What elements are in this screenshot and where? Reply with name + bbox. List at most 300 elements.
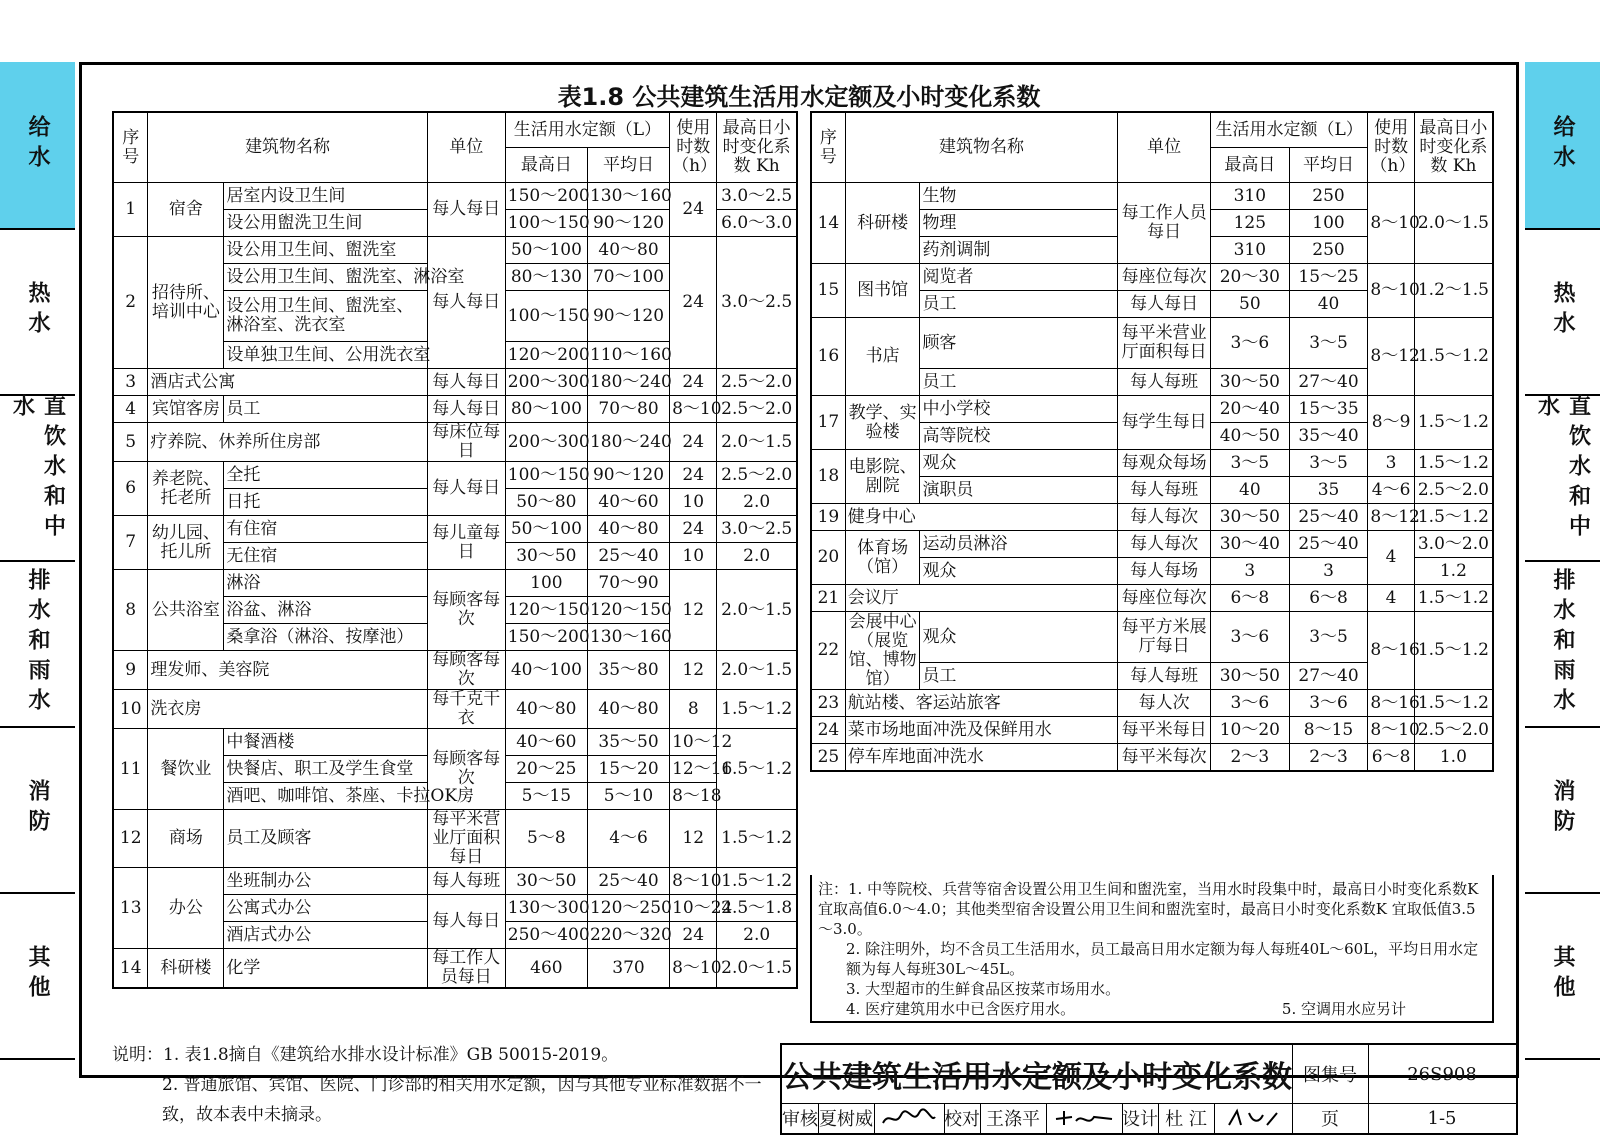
max-day-quota: 80～100	[505, 396, 587, 423]
reviewer-signature	[874, 1103, 945, 1134]
table-row	[811, 612, 1493, 663]
side-tab-label: 排水和雨水	[25, 568, 50, 718]
hours: 8～12	[1368, 318, 1414, 396]
row-number: 12	[113, 810, 148, 868]
max-day-quota: 310	[1210, 237, 1289, 264]
hours: 12	[670, 810, 717, 868]
building-subtype: 浴盆、淋浴	[224, 597, 427, 624]
unit: 每观众每场	[1118, 450, 1211, 477]
table-row	[113, 423, 797, 462]
col-header-avg: 平均日	[587, 148, 669, 183]
row-number: 11	[113, 729, 148, 810]
avg-day-quota: 2～3	[1289, 744, 1368, 772]
unit: 每人每日	[1118, 291, 1211, 318]
avg-day-quota: 100	[1289, 210, 1368, 237]
note-1: 注：1. 中等院校、兵营等宿舍设置公用卫生间和盥洗室，当用水时段集中时，最高日小时变化系数K宜取高值6.0～4.0；其他类型宿舍设置公用卫生间和盥洗室时，最高日小时变化系数K 宜取低值3.5～3.0。	[818, 880, 1479, 938]
unit: 每平米每次	[1118, 744, 1211, 772]
col-header-kh: 最高日小时变化系数 Kh	[1414, 112, 1493, 183]
side-tab-label: 热水	[25, 281, 50, 341]
table-row	[113, 369, 797, 396]
unit: 每顾客每次	[427, 651, 505, 690]
avg-day-quota: 25～40	[1289, 504, 1368, 531]
unit: 每人每班	[1118, 369, 1211, 396]
col-header-max: 最高日	[505, 148, 587, 183]
max-day-quota: 30～50	[1210, 663, 1289, 690]
kh-coefficient: 3.0～2.5	[717, 183, 797, 210]
avg-day-quota: 130～160	[587, 624, 669, 651]
avg-day-quota: 35～40	[1289, 423, 1368, 450]
building-category: 宾馆客房	[148, 396, 224, 423]
unit: 每人每场	[1118, 558, 1211, 585]
hours: 4	[1368, 585, 1414, 612]
unit: 每座位每次	[1118, 585, 1211, 612]
check-label: 校对	[944, 1103, 981, 1134]
kh-coefficient: 6.0～3.0	[717, 210, 797, 237]
max-day-quota: 150～200	[505, 624, 587, 651]
side-tab-r-4[interactable]	[1525, 726, 1600, 894]
avg-day-quota: 3～6	[1289, 690, 1368, 717]
col-header-quota: 生活用水定额（L）	[1210, 112, 1367, 148]
avg-day-quota: 120～150	[587, 597, 669, 624]
table-row	[113, 396, 797, 423]
row-number: 17	[811, 396, 845, 450]
avg-day-quota: 70～90	[587, 570, 669, 597]
side-tab-l-4[interactable]	[0, 726, 75, 894]
avg-day-quota: 40～80	[587, 516, 669, 543]
col-header-name: 建筑物名称	[148, 112, 427, 183]
building-name: 洗衣房	[148, 690, 427, 729]
building-subtype: 顾客	[920, 318, 1118, 369]
max-day-quota: 200～300	[505, 423, 587, 462]
table-row	[811, 450, 1493, 477]
unit: 每床位每日	[427, 423, 505, 462]
building-subtype: 阅览者	[920, 264, 1118, 291]
max-day-quota: 40～100	[505, 651, 587, 690]
building-name: 菜市场地面冲洗及保鲜用水	[845, 717, 1117, 744]
hours: 10～12	[670, 729, 717, 756]
max-day-quota: 30～50	[505, 868, 587, 895]
building-name: 健身中心	[845, 504, 1117, 531]
building-subtype: 居室内设卫生间	[224, 183, 427, 210]
row-number: 21	[811, 585, 845, 612]
building-subtype: 演职员	[920, 477, 1118, 504]
building-name: 酒店式公寓	[148, 369, 427, 396]
hours: 8～18	[670, 783, 717, 810]
building-name: 停车库地面冲洗水	[845, 744, 1117, 772]
note-4: 4. 医疗建筑用水中已含医疗用水。	[846, 1000, 1076, 1018]
unit: 每人每日	[427, 895, 505, 949]
table-row	[113, 516, 797, 543]
hours: 10	[670, 489, 717, 516]
building-subtype: 化学	[224, 949, 427, 989]
avg-day-quota: 110～160	[587, 342, 669, 369]
max-day-quota: 3～6	[1210, 690, 1289, 717]
building-subtype: 观众	[920, 558, 1118, 585]
avg-day-quota: 40～60	[587, 489, 669, 516]
building-subtype: 酒吧、咖啡馆、茶座、卡拉OK房	[224, 783, 427, 810]
building-category: 会展中心（展览馆、博物馆）	[845, 612, 920, 690]
building-category: 科研楼	[148, 949, 224, 989]
note-2: 2. 除注明外，均不含员工生活用水，员工最高日用水定额为每人每班40L～60L，平均日用水定额为每人每班30L～45L。	[846, 940, 1479, 978]
building-subtype: 坐班制办公	[224, 868, 427, 895]
avg-day-quota: 3～5	[1289, 450, 1368, 477]
avg-day-quota: 70～80	[587, 396, 669, 423]
row-number: 4	[113, 396, 148, 423]
table-row	[811, 264, 1493, 291]
row-number: 19	[811, 504, 845, 531]
row-number: 20	[811, 531, 845, 585]
max-day-quota: 50～100	[505, 516, 587, 543]
building-subtype: 设公用卫生间、盥洗室、淋浴室、洗衣室	[224, 291, 427, 342]
unit: 每顾客每次	[427, 729, 505, 810]
building-subtype: 员工	[224, 396, 427, 423]
building-subtype: 物理	[920, 210, 1118, 237]
building-subtype: 运动员淋浴	[920, 531, 1118, 558]
checker-name: 王涤平	[980, 1103, 1047, 1134]
col-header-hours: 使用时数（h）	[1368, 112, 1414, 183]
unit: 每人每班	[1118, 477, 1211, 504]
max-day-quota: 120～150	[505, 597, 587, 624]
explanation	[112, 1040, 782, 1130]
table-row	[113, 237, 797, 264]
kh-coefficient: 3.0～2.5	[717, 237, 797, 369]
unit: 每工作人员每日	[427, 949, 505, 989]
max-day-quota: 40～60	[505, 729, 587, 756]
max-day-quota: 3～6	[1210, 318, 1289, 369]
table-notes	[810, 875, 1494, 1023]
col-header-kh: 最高日小时变化系数 Kh	[717, 112, 797, 183]
building-name: 会议厅	[845, 585, 1117, 612]
table-row	[113, 570, 797, 597]
avg-day-quota: 25～40	[587, 868, 669, 895]
title-block-title: 公共建筑生活用水定额及小时变化系数	[782, 1045, 1293, 1104]
side-tab-r-1[interactable]	[1525, 228, 1600, 396]
kh-coefficient: 3.0～2.5	[717, 516, 797, 543]
hours: 8～10	[670, 868, 717, 895]
building-category: 书店	[845, 318, 920, 396]
kh-coefficient: 2.0～1.5	[717, 570, 797, 651]
max-day-quota: 310	[1210, 183, 1289, 210]
kh-coefficient: 1.2	[1414, 558, 1493, 585]
avg-day-quota: 15～35	[1289, 396, 1368, 423]
unit: 每人每日	[427, 396, 505, 423]
avg-day-quota: 25～40	[587, 543, 669, 570]
avg-day-quota: 35～80	[587, 651, 669, 690]
hours: 8～10	[670, 949, 717, 989]
table-row	[811, 318, 1493, 369]
page-label: 页	[1292, 1103, 1369, 1134]
row-number: 3	[113, 369, 148, 396]
avg-day-quota: 25～40	[1289, 531, 1368, 558]
building-subtype: 设公用卫生间、盥洗室	[224, 237, 427, 264]
avg-day-quota: 8～15	[1289, 717, 1368, 744]
max-day-quota: 6～8	[1210, 585, 1289, 612]
kh-coefficient: 1.5～1.2	[1414, 318, 1493, 396]
avg-day-quota: 130～160	[587, 183, 669, 210]
kh-coefficient: 1.5～1.2	[1414, 612, 1493, 690]
hours: 8～12	[1368, 504, 1414, 531]
building-subtype: 生物	[920, 183, 1118, 210]
max-day-quota: 40～80	[505, 690, 587, 729]
building-category: 教学、实验楼	[845, 396, 920, 450]
hours: 6～8	[1368, 744, 1414, 772]
kh-coefficient: 2.5～2.0	[1414, 477, 1493, 504]
avg-day-quota: 90～120	[587, 210, 669, 237]
explain-1: 说明：1. 表1.8摘自《建筑给水排水设计标准》GB 50015-2019。	[112, 1045, 619, 1065]
unit: 每座位每次	[1118, 264, 1211, 291]
design-label: 设计	[1122, 1103, 1159, 1134]
unit: 每人每日	[427, 369, 505, 396]
max-day-quota: 50	[1210, 291, 1289, 318]
table-row	[811, 585, 1493, 612]
row-number: 6	[113, 462, 148, 516]
building-name: 航站楼、客运站旅客	[845, 690, 1117, 717]
designer-signature	[1214, 1103, 1293, 1134]
checker-signature	[1046, 1103, 1123, 1134]
col-header-no: 序号	[811, 112, 845, 183]
building-category: 幼儿园、托儿所	[148, 516, 224, 570]
max-day-quota: 125	[1210, 210, 1289, 237]
avg-day-quota: 120～250	[587, 895, 669, 922]
avg-day-quota: 250	[1289, 183, 1368, 210]
side-tab-l-1[interactable]	[0, 228, 75, 396]
avg-day-quota: 70～100	[587, 264, 669, 291]
table-row	[113, 690, 797, 729]
hours: 12	[670, 651, 717, 690]
kh-coefficient: 1.5～1.2	[717, 729, 797, 810]
building-subtype: 设公用卫生间、盥洗室、淋浴室	[224, 264, 427, 291]
building-subtype: 员工	[920, 663, 1118, 690]
hours: 8～10	[1368, 717, 1414, 744]
kh-coefficient: 2.5～2.0	[717, 369, 797, 396]
row-number: 2	[113, 237, 148, 369]
building-name: 疗养院、休养所住房部	[148, 423, 427, 462]
table-row	[811, 744, 1493, 772]
building-subtype: 快餐店、职工及学生食堂	[224, 756, 427, 783]
row-number: 13	[113, 868, 148, 949]
col-header-no: 序号	[113, 112, 148, 183]
table-row	[113, 810, 797, 868]
kh-coefficient: 1.2～1.5	[1414, 264, 1493, 318]
row-number: 14	[811, 183, 845, 264]
unit: 每顾客每次	[427, 570, 505, 651]
hours: 8～10	[1368, 264, 1414, 318]
side-tab-l-2[interactable]	[0, 394, 75, 562]
building-category: 体育场（馆）	[845, 531, 920, 585]
hours: 8～10	[670, 396, 717, 423]
building-category: 办公	[148, 868, 224, 949]
building-category: 电影院、剧院	[845, 450, 920, 504]
side-tab-label: 直饮水和中水	[1534, 394, 1591, 544]
hours: 24	[670, 183, 717, 237]
table-row	[113, 183, 797, 210]
max-day-quota: 3～6	[1210, 612, 1289, 663]
max-day-quota: 130～300	[505, 895, 587, 922]
kh-coefficient: 2.5～1.8	[717, 895, 797, 922]
building-name: 理发师、美容院	[148, 651, 427, 690]
max-day-quota: 120～200	[505, 342, 587, 369]
max-day-quota: 100	[505, 570, 587, 597]
side-tab-label: 给水	[1550, 115, 1575, 175]
side-tab-label: 其他	[1550, 945, 1575, 1005]
kh-coefficient: 3.0～2.0	[1414, 531, 1493, 558]
table-row	[113, 949, 797, 989]
kh-coefficient: 1.5～1.2	[1414, 450, 1493, 477]
avg-day-quota: 40	[1289, 291, 1368, 318]
building-subtype: 观众	[920, 612, 1118, 663]
side-tab-l-0[interactable]	[0, 62, 75, 230]
avg-day-quota: 5～10	[587, 783, 669, 810]
building-category: 餐饮业	[148, 729, 224, 810]
table-row	[113, 651, 797, 690]
building-category: 科研楼	[845, 183, 920, 264]
hours: 24	[670, 516, 717, 543]
unit: 每人每班	[427, 868, 505, 895]
unit: 每人每次	[1118, 504, 1211, 531]
max-day-quota: 30～50	[1210, 369, 1289, 396]
hours: 10～24	[670, 895, 717, 922]
avg-day-quota: 180～240	[587, 423, 669, 462]
table-row	[811, 717, 1493, 744]
table-row	[811, 183, 1493, 210]
row-number: 15	[811, 264, 845, 318]
side-tab-label: 给水	[25, 115, 50, 175]
building-subtype: 公寓式办公	[224, 895, 427, 922]
side-tab-r-2[interactable]	[1525, 394, 1600, 562]
kh-coefficient: 1.5～1.2	[1414, 396, 1493, 450]
hours: 8～9	[1368, 396, 1414, 450]
side-tab-r-3[interactable]	[1525, 560, 1600, 728]
kh-coefficient: 1.5～1.2	[1414, 504, 1493, 531]
col-header-avg: 平均日	[1289, 148, 1368, 183]
unit: 每平米每日	[1118, 717, 1211, 744]
unit: 每儿童每日	[427, 516, 505, 570]
table-row	[113, 462, 797, 489]
avg-day-quota: 15～25	[1289, 264, 1368, 291]
unit: 每平方米展厅每日	[1118, 612, 1211, 663]
max-day-quota: 250～400	[505, 922, 587, 949]
quota-table-left	[112, 111, 798, 989]
building-category: 公共浴室	[148, 570, 224, 651]
hours: 8～16	[1368, 612, 1414, 690]
avg-day-quota: 3～5	[1289, 612, 1368, 663]
hours: 8～10	[1368, 183, 1414, 264]
atlas-label: 图集号	[1292, 1045, 1369, 1104]
reviewer-name: 夏树威	[818, 1103, 875, 1134]
avg-day-quota: 27～40	[1289, 663, 1368, 690]
col-header-quota: 生活用水定额（L）	[505, 112, 669, 148]
avg-day-quota: 3	[1289, 558, 1368, 585]
building-category: 图书馆	[845, 264, 920, 318]
table-row	[811, 531, 1493, 558]
hours: 12	[670, 570, 717, 651]
max-day-quota: 80～130	[505, 264, 587, 291]
side-tab-l-3[interactable]	[0, 560, 75, 728]
hours: 24	[670, 423, 717, 462]
avg-day-quota: 40～80	[587, 237, 669, 264]
unit: 每千克干衣	[427, 690, 505, 729]
max-day-quota: 5～15	[505, 783, 587, 810]
building-subtype: 员工	[920, 369, 1118, 396]
kh-coefficient: 2.5～2.0	[717, 462, 797, 489]
hours: 4～6	[1368, 477, 1414, 504]
building-category: 商场	[148, 810, 224, 868]
explain-2: 2. 普通旅馆、宾馆、医院、门诊部的相关用水定额，因与其他专业标准数据不一致，故本表中未摘录。	[162, 1075, 762, 1125]
side-tab-label: 排水和雨水	[1550, 568, 1575, 718]
max-day-quota: 10～20	[1210, 717, 1289, 744]
hours: 8～16	[1368, 690, 1414, 717]
row-number: 18	[811, 450, 845, 504]
kh-coefficient: 2.0～1.5	[717, 949, 797, 989]
side-tab-label: 消防	[25, 779, 50, 839]
unit: 每平米营业厅面积每日	[427, 810, 505, 868]
table-row	[811, 396, 1493, 423]
max-day-quota: 200～300	[505, 369, 587, 396]
unit: 每人每班	[1118, 663, 1211, 690]
row-number: 7	[113, 516, 148, 570]
building-subtype: 观众	[920, 450, 1118, 477]
kh-coefficient: 2.0	[717, 489, 797, 516]
avg-day-quota: 220～320	[587, 922, 669, 949]
row-number: 1	[113, 183, 148, 237]
side-tab-r-5[interactable]	[1525, 892, 1600, 1060]
building-subtype: 设单独卫生间、公用洗衣室	[224, 342, 427, 369]
avg-day-quota: 3～5	[1289, 318, 1368, 369]
max-day-quota: 100～150	[505, 291, 587, 342]
side-tab-l-5[interactable]	[0, 892, 75, 1060]
hours: 24	[670, 462, 717, 489]
row-number: 16	[811, 318, 845, 396]
building-subtype: 药剂调制	[920, 237, 1118, 264]
kh-coefficient: 1.5～1.2	[1414, 585, 1493, 612]
avg-day-quota: 4～6	[587, 810, 669, 868]
avg-day-quota: 180～240	[587, 369, 669, 396]
building-subtype: 全托	[224, 462, 427, 489]
max-day-quota: 30～40	[1210, 531, 1289, 558]
max-day-quota: 30～50	[1210, 504, 1289, 531]
drawing-frame	[79, 62, 1519, 1130]
review-label: 审核	[782, 1103, 819, 1134]
building-subtype: 酒店式办公	[224, 922, 427, 949]
hours: 10	[670, 543, 717, 570]
unit: 每人每日	[427, 183, 505, 237]
avg-day-quota: 35～50	[587, 729, 669, 756]
kh-coefficient: 1.5～1.2	[717, 810, 797, 868]
kh-coefficient: 2.5～2.0	[1414, 717, 1493, 744]
max-day-quota: 150～200	[505, 183, 587, 210]
hours: 24	[670, 237, 717, 369]
row-number: 8	[113, 570, 148, 651]
max-day-quota: 50～100	[505, 237, 587, 264]
building-subtype: 高等院校	[920, 423, 1118, 450]
avg-day-quota: 250	[1289, 237, 1368, 264]
max-day-quota: 100～150	[505, 462, 587, 489]
avg-day-quota: 6～8	[1289, 585, 1368, 612]
page-number: 1-5	[1368, 1103, 1516, 1134]
avg-day-quota: 27～40	[1289, 369, 1368, 396]
building-subtype: 员工	[920, 291, 1118, 318]
kh-coefficient: 2.5～2.0	[717, 396, 797, 423]
unit: 每工作人员每日	[1118, 183, 1211, 264]
max-day-quota: 20～40	[1210, 396, 1289, 423]
kh-coefficient: 2.0～1.5	[717, 423, 797, 462]
building-subtype: 桑拿浴（淋浴、按摩池）	[224, 624, 427, 651]
kh-coefficient: 2.0	[717, 543, 797, 570]
building-subtype: 淋浴	[224, 570, 427, 597]
building-subtype: 有住宿	[224, 516, 427, 543]
side-tab-r-0[interactable]	[1525, 62, 1600, 230]
row-number: 10	[113, 690, 148, 729]
